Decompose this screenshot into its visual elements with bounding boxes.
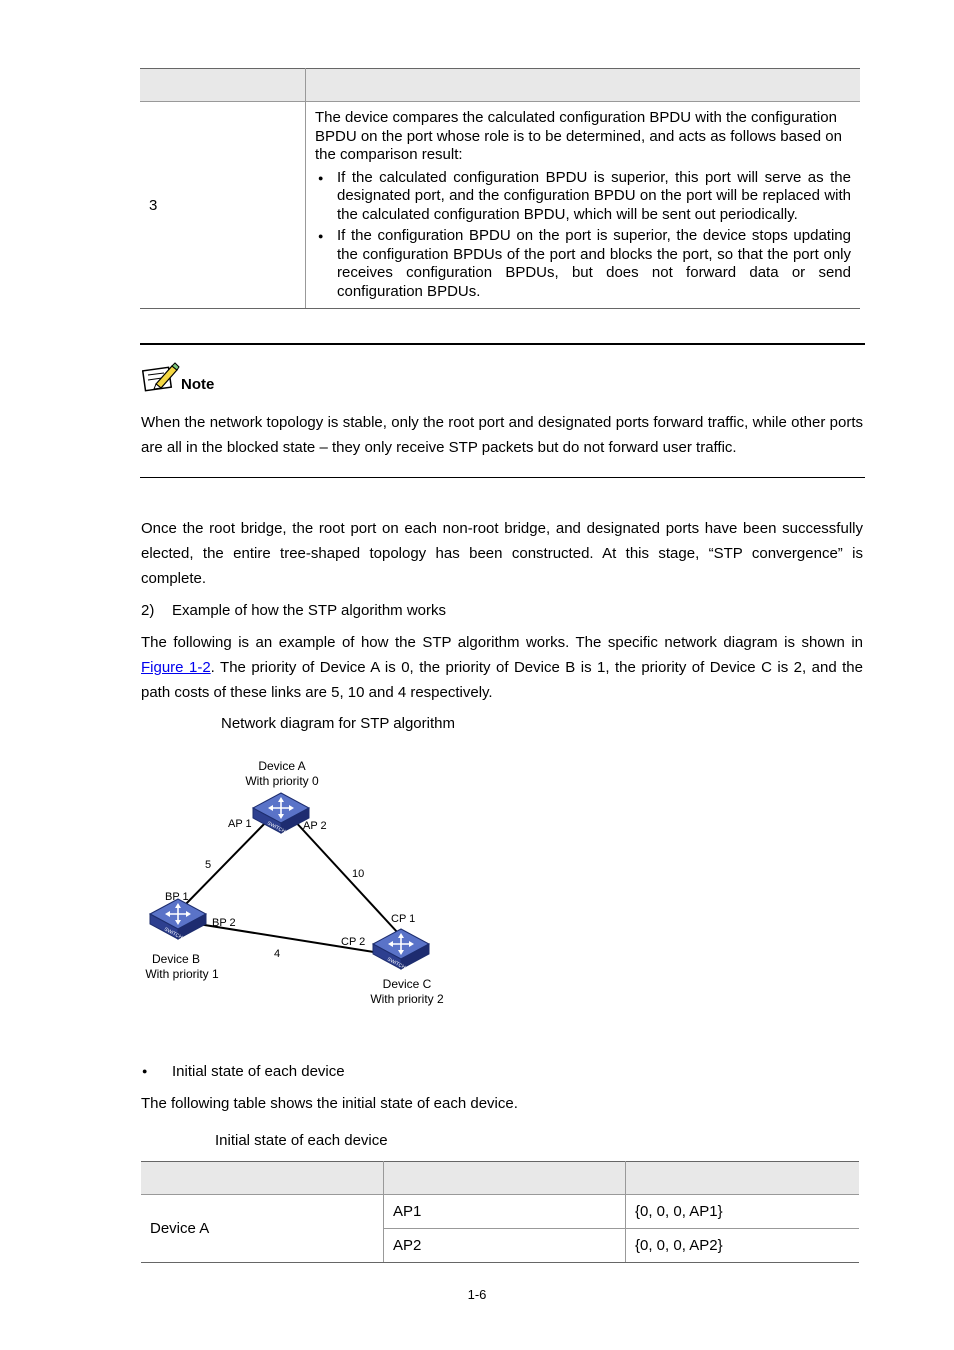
note-text: When the network topology is stable, only the root port and designated ports forward traffic, while other ports are all in the blocked state – they only receive STP packets but do not forward user traffic. <box>141 414 863 456</box>
table-header-cell <box>306 69 861 102</box>
numbered-item <box>141 598 863 623</box>
port-ap1: AP 1 <box>228 818 252 830</box>
bullet-item <box>142 1059 345 1086</box>
step-bullet: ● If the calculated configuration BPDU is superior, this port will serve as the designated port, and the configuration BPDU on the port will be replaced with the calculated configuration BPDU, which will be sent out periodically. <box>337 169 851 225</box>
step-description <box>306 102 861 309</box>
convergence-paragraph: Once the root bridge, the root port on each non-root bridge, and designated ports have been successfully elected, the entire tree-shaped topology has been constructed. At this stage, “STP convergence” is complete. <box>141 520 863 587</box>
table-header-row <box>140 69 860 102</box>
link-a-c <box>292 818 398 933</box>
note-top-rule <box>140 343 865 345</box>
device-b-priority: With priority 1 <box>145 967 219 981</box>
port-cell: AP2 <box>384 1229 626 1263</box>
device-b-name: Device B <box>151 952 201 966</box>
device-cell: Device A <box>141 1195 384 1263</box>
note-bottom-rule <box>140 477 865 478</box>
step-bullet: ● If the configuration BPDU on the port is superior, the device stops updating the configuration BPDUs of the port and blocks the port, so that the port only receives configuration BPDUs, but does not forward data or send configuration BPDUs. <box>337 227 851 301</box>
item-text: Example of how the STP algorithm works <box>172 602 447 619</box>
table-intro-paragraph: The following table shows the initial state of each device. <box>141 1095 518 1112</box>
bpdu-cell: {0, 0, 0, AP2} <box>626 1229 860 1263</box>
port-ap2: AP 2 <box>303 820 327 832</box>
table-caption: Initial state of each device <box>215 1132 388 1149</box>
table-header-cell <box>626 1162 860 1195</box>
item-number: 2) <box>141 602 155 619</box>
port-cell: AP1 <box>384 1195 626 1229</box>
table-row <box>141 1195 859 1229</box>
device-c-priority: With priority 2 <box>370 992 444 1006</box>
note-title: Note <box>181 376 215 393</box>
cost-b-c: 4 <box>274 948 281 960</box>
cost-a-b: 5 <box>205 859 212 871</box>
table-header-cell <box>384 1162 626 1195</box>
device-c-switch-icon <box>373 929 429 971</box>
table-header-cell <box>140 69 306 102</box>
step-number: 3 <box>140 102 306 309</box>
figure-link[interactable]: Figure 1-2 <box>141 659 211 676</box>
port-cp1: CP 1 <box>391 913 416 925</box>
port-bp2: BP 2 <box>212 917 236 929</box>
device-c-name: Device C <box>382 977 432 991</box>
example-text-before: The following is an example of how the STP algorithm works. The specific network diagram is shown in <box>141 634 863 651</box>
device-b-switch-icon <box>150 899 206 941</box>
device-a-priority: With priority 0 <box>245 774 319 788</box>
page-number: 1-6 <box>467 1287 487 1302</box>
figure-caption: Network diagram for STP algorithm <box>221 715 455 732</box>
cost-a-c: 10 <box>352 868 365 880</box>
example-paragraph <box>141 630 863 705</box>
svg-text:SWITCH: SWITCH <box>163 926 184 942</box>
device-a-name: Device A <box>258 759 306 773</box>
table-row <box>140 102 860 309</box>
port-cp2: CP 2 <box>341 936 366 948</box>
svg-text:SWITCH: SWITCH <box>266 820 287 836</box>
bullet-icon: ● <box>142 1066 148 1076</box>
initial-state-table <box>141 1161 859 1263</box>
link-a-b <box>182 818 270 908</box>
note-pencil-icon <box>142 362 180 392</box>
example-text-after: . The priority of Device A is 0, the priority of Device B is 1, the priority of Device C is 2, and the path costs of these links are 5, 10 and 4 respectively. <box>141 659 863 701</box>
bpdu-cell: {0, 0, 0, AP1} <box>626 1195 860 1229</box>
step-bullets <box>315 169 851 302</box>
svg-text:SWITCH: SWITCH <box>386 956 407 972</box>
step-intro: The device compares the calculated configuration BPDU with the configuration BPDU on the port whose role is to be determined, and acts as follows based on the comparison result: <box>315 109 842 163</box>
stp-network-diagram <box>130 750 470 1020</box>
bpdu-comparison-table <box>140 68 860 309</box>
bullet-text: Initial state of each device <box>172 1063 345 1080</box>
port-bp1: BP 1 <box>165 891 189 903</box>
table-header-row <box>141 1162 859 1195</box>
table-header-cell <box>141 1162 384 1195</box>
device-a-switch-icon <box>253 793 309 835</box>
